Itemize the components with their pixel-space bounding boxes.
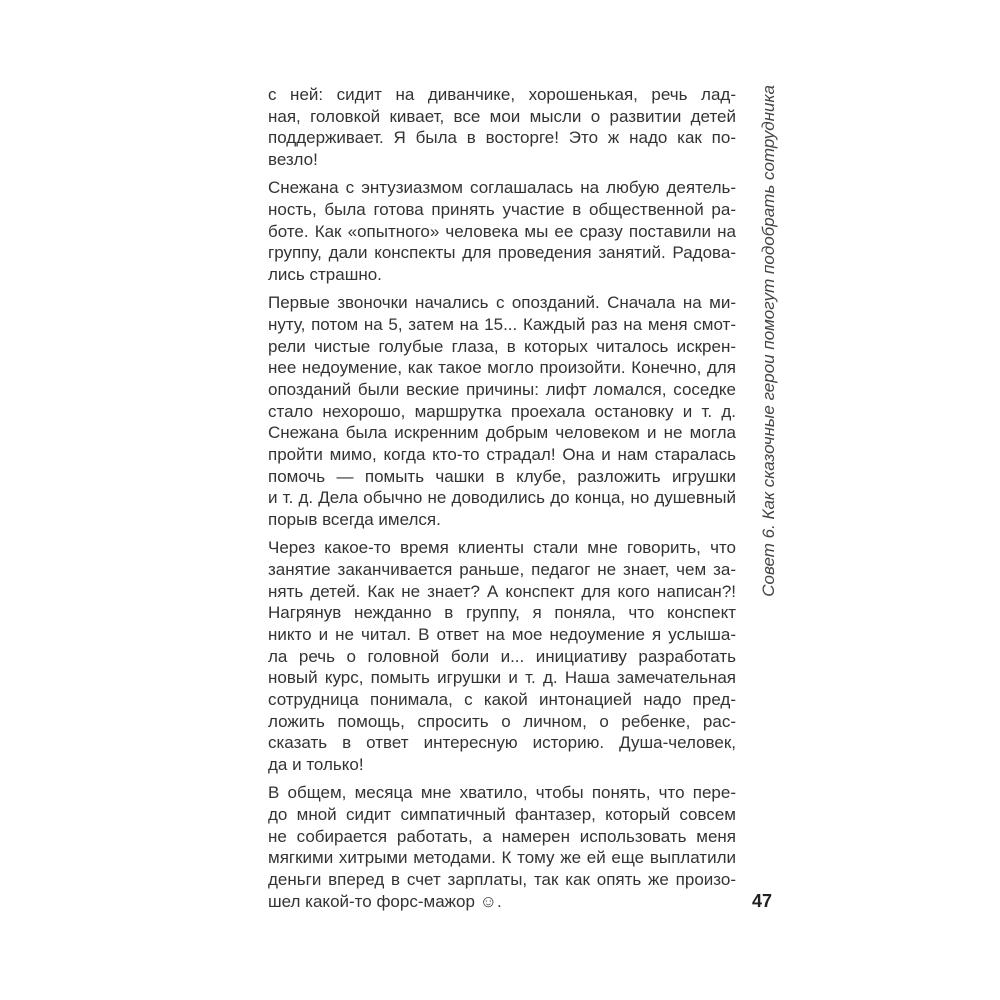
text-line: лись страшно. [268,265,382,284]
text-line: и т. д. Дела обычно не доводились до конца, но душевный [268,488,736,508]
text-line: да и только! [268,755,364,775]
text-line: рели чистые голубые глаза, в которых читалось искрен- [268,336,736,356]
paragraph [268,84,736,171]
text-line: нее недоумение, как такое могло произойти. Конечно, для [268,358,736,378]
text-line: сказать в ответ интересную историю. Душа-человек, [268,733,736,753]
text-line: новый курс, помыть игрушки и т. д. Наша замечательная [268,668,736,688]
text-line: никто и не читал. В ответ на мое недоумение я услыша- [268,625,736,644]
text-line: порыв всегда имелся. [268,510,441,530]
paragraph [268,177,736,285]
text-line: не собирается работать, а намерен использовать меня [268,826,736,846]
text-line: ность, была готова принять участие в общественной ра- [268,199,736,219]
text-line: Первые звоночки начались с опозданий. Сначала на ми- [268,293,736,313]
text-line: до мной сидит симпатичный фантазер, который совсем [268,805,736,824]
text-line: помочь — помыть чашки в клубе, разложить игрушки [268,466,736,486]
text-line: стало нехорошо, маршрутка проехала остановку и т. д. [268,401,736,421]
text-line: Нагрянув нежданно в группу, я поняла, что конспект [268,603,736,623]
paragraph [268,537,736,776]
text-line: Снежана была искренним добрым человеком и не могла [268,423,736,443]
text-line: Через какое-то время клиенты стали мне говорить, что [268,538,736,558]
text-line: шел какой-то форс-мажор ☺. [268,891,502,911]
text-line: опозданий были веские причины: лифт ломался, соседке [268,379,736,399]
text-line: нять детей. Как не знает? А конспект для кого написан?! [268,581,736,601]
running-header-text: Совет 6. Как сказочные герои помогут подобрать сотрудника [759,85,778,597]
text-line: ла речь о головной боли и... инициативу разработать [268,646,736,666]
text-line: занятие заканчивается раньше, педагог не знает, чем за- [268,559,736,579]
paragraph [268,292,736,531]
text-line: мягкими хитрыми методами. К тому же ей еще выплатили [268,848,736,868]
text-line: группу, дали конспекты для проведения занятий. Радова- [268,243,736,263]
text-line: ложить помощь, спросить о личном, о ребенке, рас- [268,711,736,731]
text-line: В общем, месяца мне хватило, чтобы понять, что пере- [268,783,736,803]
text-line: Снежана с энтузиазмом соглашалась на любую деятель- [268,178,736,198]
page-number: 47 [752,891,773,911]
text-line: сотрудница понимала, с какой интонацией надо пред- [268,690,736,710]
text-line: деньги вперед в счет зарплаты, так как опять же произо- [268,870,736,890]
body-text [268,84,736,919]
text-line: ная, головкой кивает, все мои мысли о развитии детей [268,106,736,126]
text-line: нуту, потом на 5, затем на 15... Каждый раз на меня смот- [268,314,736,334]
paragraph [268,782,736,912]
text-line: с ней: сидит на диванчике, хорошенькая, речь лад- [268,85,736,104]
text-line: боте. Как «опытного» человека мы ее сразу поставили на [268,221,736,241]
text-line: везло! [268,150,318,170]
text-line: поддерживает. Я была в восторге! Это ж надо как по- [268,128,736,148]
text-line: пройти мимо, когда кто-то страдал! Она и нам старалась [268,445,736,464]
